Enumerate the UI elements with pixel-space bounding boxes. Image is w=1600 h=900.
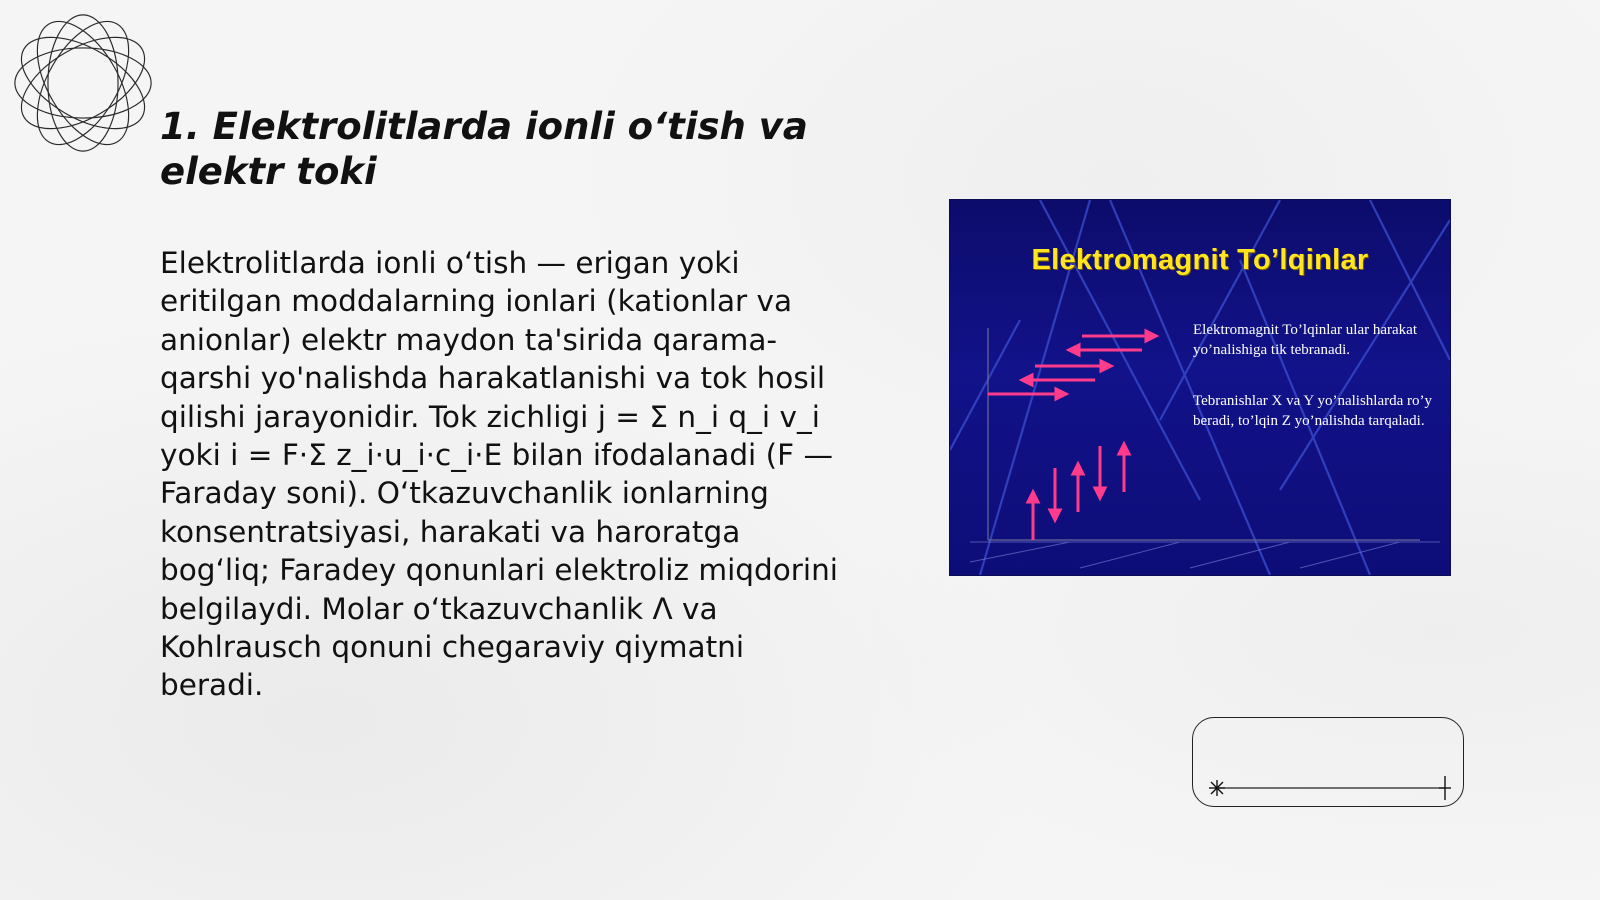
figure-caption-1: Elektromagnit To’lqinlar ular harakat yo’nalishiga tik tebranadi.: [1193, 322, 1418, 358]
decorative-line-box: [1192, 717, 1464, 807]
figure-title: Elektromagnit To’lqinlar: [1031, 244, 1369, 276]
slide-body-text: Elektrolitlarda ionli o‘tish — erigan yoki eritilgan moddalarning ionlari (kationlar va anionlar) elektr maydon ta'sirida qarama-qarshi yo'nalishda harakatlanishi va tok hosil qilishi jarayonidir. Tok zichligi j = Σ n_i q_i v_i yoki i = F·Σ z_i·u_i·c_i·E bilan ifodalanadi (F — Faraday soni). O‘tkazuvchanlik ionlarning konsentratsiyasi, harakati va haroratga bog‘liq; Faradey qonunlari elektroliz miqdorini belgilaydi. Molar o‘tkazuvchanlik Λ va Kohlrausch qonuni chegaraviy qiymatni beradi.: [160, 246, 838, 703]
figure-caption-2: Tebranishlar X va Y yo’nalishlarda ro’y beradi, to’lqin Z yo’nalishda tarqaladi.: [1193, 393, 1433, 429]
electromagnetic-waves-figure: [950, 200, 1450, 575]
sparkle-icon: [1209, 780, 1225, 796]
decorative-line-graphics: [1193, 718, 1465, 808]
cross-icon: [1439, 776, 1451, 800]
rosette-ornament-icon: [10, 10, 156, 156]
slide-title: 1. Elektrolitlarda ionli o‘tish va elektr toki: [160, 105, 808, 193]
